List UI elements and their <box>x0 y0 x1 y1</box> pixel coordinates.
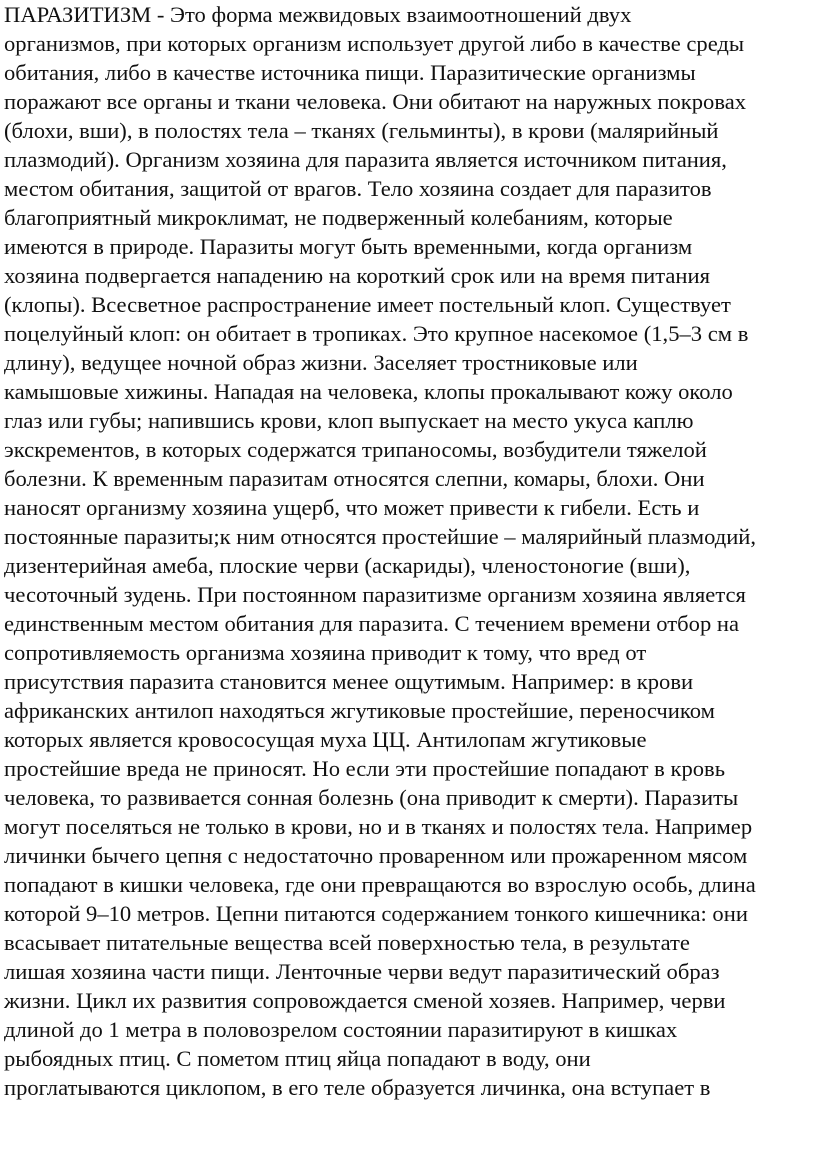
text-line: дизентерийная амеба, плоские черви (аскариды), членостоногие (вши), <box>4 553 691 578</box>
text-line: экскрементов, в которых содержатся трипаносомы, возбудители тяжелой <box>4 437 707 462</box>
text-line: ПАРАЗИТИЗМ - Это форма межвидовых взаимоотношений двух <box>4 2 632 27</box>
text-line: наносят организму хозяина ущерб, что может привести к гибели. Есть и <box>4 495 700 520</box>
text-line: хозяина подвергается нападению на короткий срок или на время питания <box>4 263 710 288</box>
text-line: постоянные паразиты;к ним относятся простейшие – малярийный плазмодий, <box>4 524 757 549</box>
text-line: благоприятный микроклимат, не подверженный колебаниям, которые <box>4 205 673 230</box>
text-line: сопротивляемость организма хозяина приводит к тому, что вред от <box>4 640 647 665</box>
text-line: (клопы). Всесветное распространение имеет постельный клоп. Существует <box>4 292 731 317</box>
text-line: чесоточный зудень. При постоянном паразитизме организм хозяина является <box>4 582 746 607</box>
text-line: которой 9–10 метров. Цепни питаются содержанием тонкого кишечника: они <box>4 901 748 926</box>
text-line: поцелуйный клоп: он обитает в тропиках. Это крупное насекомое (1,5–3 см в <box>4 321 749 346</box>
text-line: жизни. Цикл их развития сопровождается сменой хозяев. Например, черви <box>4 988 726 1013</box>
text-line: глаз или губы; напившись крови, клоп выпускает на место укуса каплю <box>4 408 694 433</box>
text-line: присутствия паразита становится менее ощутимым. Например: в крови <box>4 669 694 694</box>
text-line: длиной до 1 метра в половозрелом состоянии паразитируют в кишках <box>4 1017 678 1042</box>
text-line: единственным местом обитания для паразита. С течением времени отбор на <box>4 611 740 636</box>
text-line: всасывает питательные вещества всей поверхностью тела, в результате <box>4 930 690 955</box>
text-line: болезни. К временным паразитам относятся слепни, комары, блохи. Они <box>4 466 705 491</box>
text-line: длину), ведущее ночной образ жизни. Заселяет тростниковые или <box>4 350 638 375</box>
text-line: плазмодий). Организм хозяина для паразита является источником питания, <box>4 147 727 172</box>
text-line: поражают все органы и ткани человека. Они обитают на наружных покровах <box>4 89 747 114</box>
text-line: проглатываются циклопом, в его теле образуется личинка, она вступает в <box>4 1075 711 1100</box>
text-line: имеются в природе. Паразиты могут быть временными, когда организм <box>4 234 693 259</box>
text-line: обитания, либо в качестве источника пищи. Паразитические организмы <box>4 60 696 85</box>
text-line: которых является кровососущая муха ЦЦ. Антилопам жгутиковые <box>4 727 647 752</box>
text-line: человека, то развивается сонная болезнь (она приводит к смерти). Паразиты <box>4 785 739 810</box>
text-line: личинки бычего цепня с недостаточно проваренном или прожаренном мясом <box>4 843 748 868</box>
text-line: организмов, при которых организм использует другой либо в качестве среды <box>4 31 745 56</box>
text-line: попадают в кишки человека, где они превращаются во взрослую особь, длина <box>4 872 756 897</box>
text-line: могут поселяться не только в крови, но и в тканях и полостях тела. Например <box>4 814 753 839</box>
text-line: камышовые хижины. Нападая на человека, клопы прокалывают кожу около <box>4 379 733 404</box>
text-line: местом обитания, защитой от врагов. Тело хозяина создает для паразитов <box>4 176 712 201</box>
text-line: лишая хозяина части пищи. Ленточные черви ведут паразитический образ <box>4 959 720 984</box>
text-line: африканских антилоп находяться жгутиковые простейшие, переносчиком <box>4 698 715 723</box>
text-line: простейшие вреда не приносят. Но если эти простейшие попадают в кровь <box>4 756 726 781</box>
text-line: (блохи, вши), в полостях тела – тканях (гельминты), в крови (малярийный <box>4 118 719 143</box>
text-line: рыбоядных птиц. С пометом птиц яйца попадают в воду, они <box>4 1046 591 1071</box>
